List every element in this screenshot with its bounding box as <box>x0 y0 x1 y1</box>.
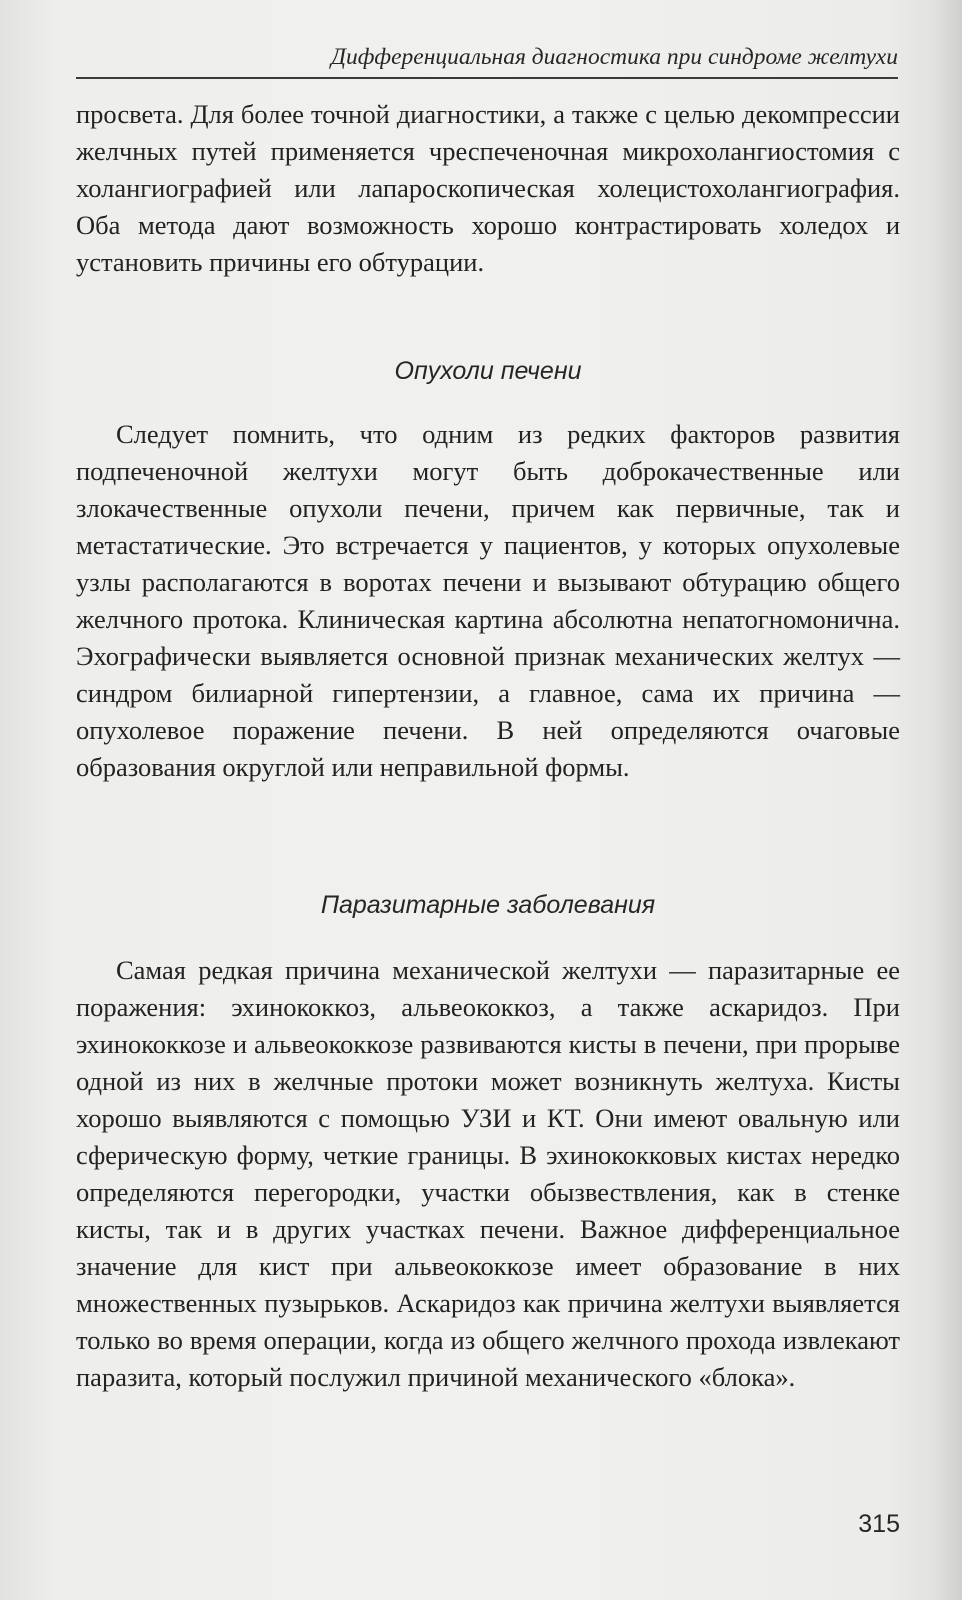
header-rule <box>76 77 898 79</box>
paragraph-text: просвета. Для более точной диагностики, а также с целью декомпрессии желчных путей применяется чреспеченочная микрохолангиостомия с холангиографией или лапароскопическая холецистохолангиография. Оба метода дают возможность хорошо контрастировать холедох и установить причины его обтурации. <box>76 99 900 277</box>
page-number: 315 <box>858 1510 900 1538</box>
paragraph-liver-tumors <box>76 416 900 786</box>
paragraph-parasitic-diseases <box>76 952 900 1396</box>
page-edge-shadow <box>932 0 962 1600</box>
section-heading-liver-tumors: Опухоли печени <box>394 357 582 385</box>
paragraph-continuation <box>76 96 900 281</box>
paragraph-text: Самая редкая причина механической желтухи — паразитарные ее поражения: эхинококкоз, альвеококкоз, а также аскаридоз. При эхинококкозе и альвеококкозе развиваются кисты в печени, при прорыве одной из них в желчные протоки может возникнуть желтуха. Кисты хорошо выявляются с помощью УЗИ и КТ. Они имеют овальную или сферическую форму, четкие границы. В эхинококковых кистах нередко определяются перегородки, участки обызвествления, как в стенке кисты, так и в других участках печени. Важное дифференциальное значение для кист при альвеококкозе имеет образование в них множественных пузырьков. Аскаридоз как причина желтухи выявляется только во время операции, когда из общего желчного прохода извлекают паразита, который послужил причиной механического «блока». <box>76 955 900 1392</box>
section-heading-parasitic-diseases: Паразитарные заболевания <box>320 891 656 919</box>
running-header: Дифференциальная диагностика при синдроме желтухи <box>331 44 898 70</box>
paragraph-text: Следует помнить, что одним из редких факторов развития подпеченочной желтухи могут быть доброкачественные или злокачественные опухоли печени, причем как первичные, так и метастатические. Это встречается у пациентов, у которых опухолевые узлы располагаются в воротах печени и вызывают обтурацию общего желчного протока. Клиническая картина абсолютна непатогномонична. Эхографически выявляется основной признак механических желтух — синдром билиарной гипертензии, а главное, сама их причина — опухолевое поражение печени. В ней определяются очаговые образования округлой или неправильной формы. <box>76 419 900 782</box>
